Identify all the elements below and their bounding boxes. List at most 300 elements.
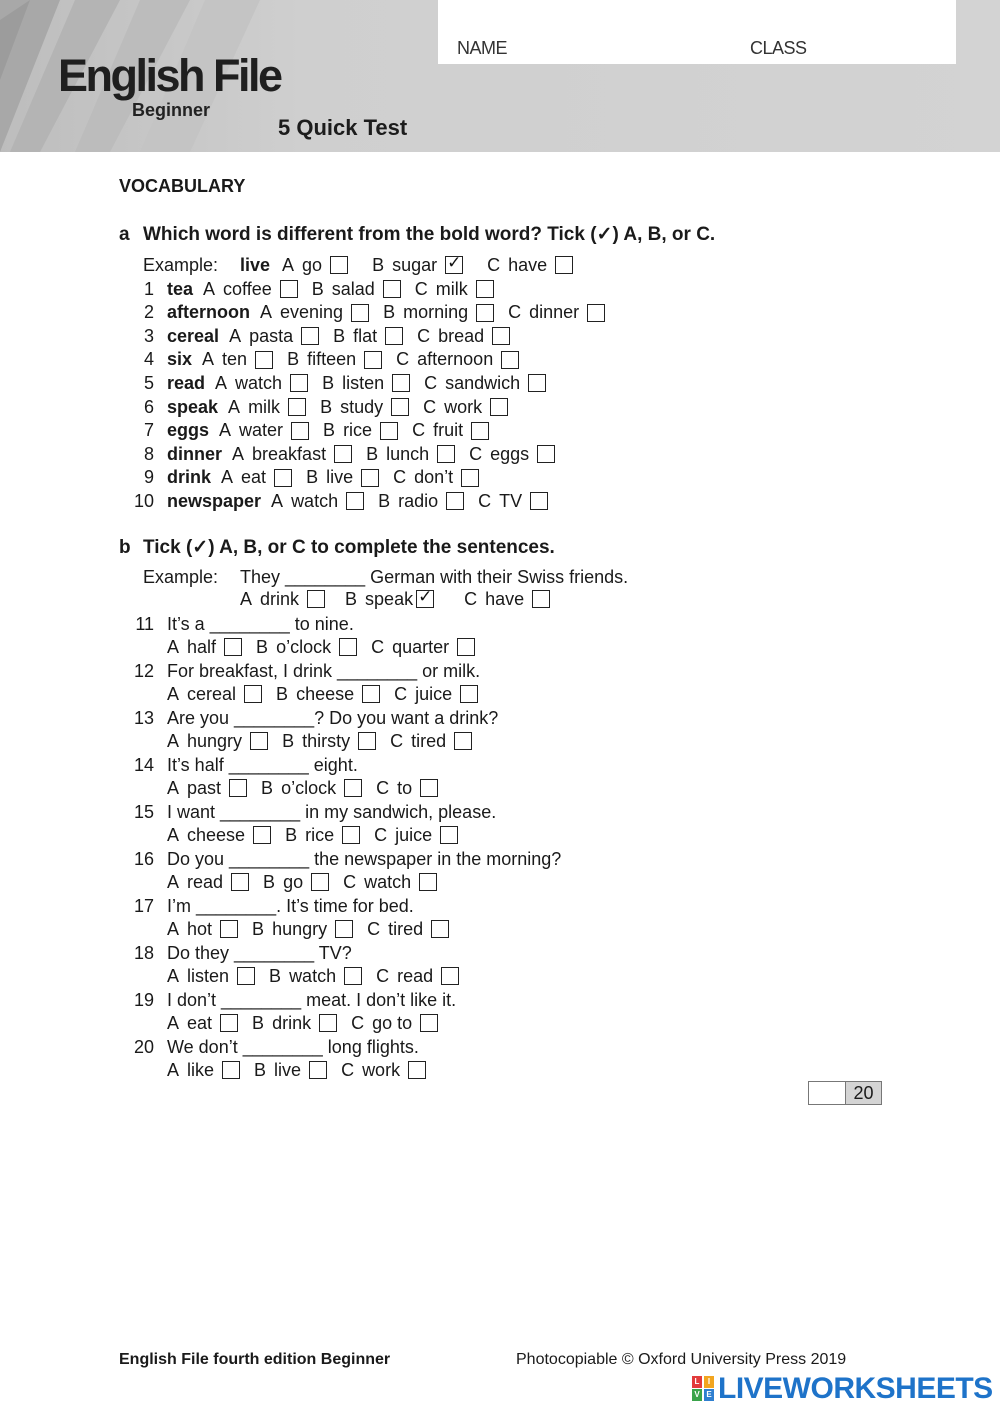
option-letter: B <box>252 1012 265 1033</box>
question-options <box>167 825 472 846</box>
question-row <box>120 349 533 371</box>
option-letter: B <box>269 965 282 986</box>
option-word: drink <box>260 588 300 609</box>
option-word: milk <box>248 396 281 417</box>
option-checkbox[interactable] <box>441 967 459 985</box>
option-checkbox[interactable] <box>530 492 548 510</box>
option-letter: B <box>378 490 391 511</box>
option-checkbox[interactable] <box>334 445 352 463</box>
option-checkbox[interactable] <box>420 1014 438 1032</box>
score-input[interactable] <box>809 1082 846 1104</box>
option-letter: C <box>396 349 410 370</box>
option-word: flat <box>353 325 378 346</box>
option-word: dinner <box>529 302 580 323</box>
question-options <box>271 491 562 512</box>
example-options <box>282 255 587 276</box>
option-word: cheese <box>296 683 355 704</box>
option-word: afternoon <box>417 349 494 370</box>
question-sentence-row <box>120 895 414 917</box>
option-checkbox[interactable] <box>339 638 357 656</box>
logo-title: English File <box>58 50 281 101</box>
option-checkbox[interactable] <box>391 398 409 416</box>
option <box>323 420 398 441</box>
question-options-row <box>120 683 492 705</box>
question-number: 9 <box>143 467 154 488</box>
option-letter: A <box>167 730 180 751</box>
option-checkbox[interactable] <box>220 920 238 938</box>
option-word: fifteen <box>307 349 357 370</box>
option-checkbox[interactable] <box>392 374 410 392</box>
option-checkbox[interactable] <box>528 374 546 392</box>
option-checkbox-checked[interactable] <box>416 590 434 608</box>
question-sentence: It’s a ________ to nine. <box>167 613 354 634</box>
option-checkbox[interactable] <box>220 1014 238 1032</box>
option-letter: C <box>390 730 404 751</box>
option <box>378 491 464 512</box>
option-checkbox[interactable] <box>335 920 353 938</box>
option-checkbox[interactable] <box>231 873 249 891</box>
option-letter: B <box>372 254 385 275</box>
question-sentence: Do you ________ the newspaper in the morning? <box>167 848 562 869</box>
option-letter: A <box>167 1059 180 1080</box>
option-word: juice <box>395 824 433 845</box>
option <box>229 326 319 347</box>
question-bold-word: dinner <box>167 443 223 464</box>
option-word: o’clock <box>276 636 332 657</box>
option <box>374 825 458 846</box>
option-word: watch <box>364 871 412 892</box>
option <box>203 279 298 300</box>
option-checkbox[interactable] <box>237 967 255 985</box>
question-options-row <box>120 824 472 846</box>
score-box <box>808 1081 882 1105</box>
option-checkbox[interactable] <box>274 469 292 487</box>
question-options <box>167 778 452 799</box>
question-sentence: We don’t ________ long flights. <box>167 1036 419 1057</box>
option-checkbox[interactable] <box>358 732 376 750</box>
question-sentence-row <box>120 848 561 870</box>
question-sentence: For breakfast, I drink ________ or milk. <box>167 660 481 681</box>
option-letter: A <box>167 1012 180 1033</box>
question-number: 2 <box>143 302 154 323</box>
option-word: hungry <box>272 918 328 939</box>
option <box>376 778 438 799</box>
option-word: radio <box>398 490 439 511</box>
name-label: NAME <box>457 38 508 58</box>
option <box>232 444 352 465</box>
option-checkbox[interactable] <box>471 422 489 440</box>
option-word: hot <box>187 918 213 939</box>
option-letter: B <box>256 636 269 657</box>
option-checkbox[interactable] <box>250 732 268 750</box>
option <box>167 684 262 705</box>
option-checkbox[interactable] <box>446 492 464 510</box>
option-letter: A <box>167 683 180 704</box>
question-number: 18 <box>133 942 154 963</box>
option-letter: C <box>424 372 438 393</box>
option-letter: B <box>282 730 295 751</box>
option <box>276 684 380 705</box>
option-letter: A <box>232 443 245 464</box>
option-checkbox[interactable] <box>244 685 262 703</box>
option-checkbox[interactable] <box>431 920 449 938</box>
option-letter: B <box>323 420 336 441</box>
option <box>394 684 478 705</box>
option <box>333 326 403 347</box>
option <box>341 1060 426 1081</box>
option-checkbox[interactable] <box>344 779 362 797</box>
option-word: go <box>283 871 304 892</box>
option-checkbox[interactable] <box>440 826 458 844</box>
option-word: hungry <box>187 730 243 751</box>
question-sentence: I don’t ________ meat. I don’t like it. <box>167 989 457 1010</box>
option-word: rice <box>305 824 335 845</box>
option <box>167 731 268 752</box>
option-letter: B <box>276 683 289 704</box>
option <box>376 966 459 987</box>
question-sentence-row <box>120 989 456 1011</box>
liveworksheets-logo <box>692 1372 993 1406</box>
example-label: Example: <box>143 254 219 275</box>
option-checkbox[interactable] <box>408 1061 426 1079</box>
option-checkbox[interactable] <box>351 304 369 322</box>
option-checkbox[interactable] <box>457 638 475 656</box>
question-sentence-row <box>120 754 358 776</box>
option-checkbox[interactable] <box>385 327 403 345</box>
option-word: drink <box>272 1012 312 1033</box>
option-word: watch <box>291 490 339 511</box>
option-checkbox[interactable] <box>309 1061 327 1079</box>
option-letter: A <box>260 302 273 323</box>
question-bold-word: six <box>167 349 193 370</box>
option-checkbox[interactable] <box>460 685 478 703</box>
option-checkbox[interactable] <box>420 779 438 797</box>
option-letter: A <box>202 349 215 370</box>
option-letter: C <box>371 636 385 657</box>
option-letter: B <box>383 302 396 323</box>
question-row <box>120 420 503 442</box>
option-checkbox[interactable] <box>319 1014 337 1032</box>
question-options <box>203 279 508 300</box>
footer-edition: English File fourth edition Beginner <box>119 1351 391 1368</box>
option-checkbox[interactable] <box>229 779 247 797</box>
option-word: don’t <box>414 467 454 488</box>
option-word: read <box>397 965 434 986</box>
option-word: o’clock <box>281 777 337 798</box>
option <box>417 326 510 347</box>
part-b-instruction-text: Tick (✓) A, B, or C to complete the sentences. <box>143 537 555 558</box>
option-word: go to <box>372 1012 413 1033</box>
option-checkbox[interactable] <box>587 304 605 322</box>
page-header <box>0 0 1000 152</box>
question-sentence: Are you ________? Do you want a drink? <box>167 707 499 728</box>
option-letter: B <box>252 918 265 939</box>
option-checkbox[interactable] <box>492 327 510 345</box>
option-letter: B <box>333 325 346 346</box>
question-number: 19 <box>133 989 154 1010</box>
option-word: sugar <box>392 254 438 275</box>
option-letter: C <box>487 254 501 275</box>
option-letter: C <box>464 588 478 609</box>
option <box>469 444 555 465</box>
option-letter: A <box>219 420 232 441</box>
option-checkbox[interactable] <box>344 967 362 985</box>
part-b-example-options <box>120 588 564 610</box>
option <box>263 872 329 893</box>
question-number: 8 <box>143 443 154 464</box>
option <box>167 966 255 987</box>
question-options-row <box>120 777 452 799</box>
option-letter: C <box>412 420 426 441</box>
option-checkbox[interactable] <box>537 445 555 463</box>
option-word: watch <box>289 965 337 986</box>
question-options-row <box>120 636 489 658</box>
option-checkbox[interactable] <box>555 256 573 274</box>
option-letter: B <box>285 824 298 845</box>
option-checkbox[interactable] <box>501 351 519 369</box>
option <box>322 373 410 394</box>
question-options <box>221 467 493 488</box>
option-checkbox[interactable] <box>454 732 472 750</box>
option-letter: C <box>394 683 408 704</box>
option <box>167 825 271 846</box>
question-options <box>167 684 492 705</box>
question-sentence: I want ________ in my sandwich, please. <box>167 801 497 822</box>
option-checkbox[interactable] <box>476 304 494 322</box>
option-letter: A <box>167 918 180 939</box>
option-word: coffee <box>223 278 272 299</box>
option-checkbox[interactable] <box>255 351 273 369</box>
option <box>228 397 306 418</box>
option <box>202 349 273 370</box>
option <box>167 1060 240 1081</box>
question-sentence-row <box>120 660 480 682</box>
question-number: 4 <box>143 349 154 370</box>
option <box>271 491 364 512</box>
question-options <box>232 444 569 465</box>
option-word: speak <box>365 588 414 609</box>
option-checkbox[interactable] <box>383 280 401 298</box>
liveworksheets-icon: L I V E <box>692 1376 716 1402</box>
question-number: 7 <box>143 420 154 441</box>
option-word: bread <box>438 325 485 346</box>
question-options <box>202 349 533 370</box>
option-checkbox[interactable] <box>280 280 298 298</box>
option-word: eat <box>187 1012 213 1033</box>
option-letter: A <box>167 824 180 845</box>
question-options-row <box>120 730 486 752</box>
option-word: have <box>485 588 525 609</box>
option <box>412 420 489 441</box>
option-checkbox[interactable] <box>437 445 455 463</box>
option-checkbox[interactable] <box>346 492 364 510</box>
question-row <box>120 302 619 324</box>
question-options <box>167 1013 452 1034</box>
question-row <box>120 372 560 394</box>
question-number: 17 <box>133 895 154 916</box>
option-checkbox[interactable] <box>532 590 550 608</box>
option-checkbox[interactable] <box>301 327 319 345</box>
option-checkbox[interactable] <box>291 422 309 440</box>
option-checkbox[interactable] <box>224 638 242 656</box>
liveworksheets-brand: LIVEWORKSHEETS <box>718 1372 993 1405</box>
option-letter: C <box>469 443 483 464</box>
option <box>256 637 357 658</box>
option-word: water <box>239 420 284 441</box>
option <box>367 919 449 940</box>
question-sentence-row <box>120 801 496 823</box>
score-total: 20 <box>846 1082 881 1104</box>
question-sentence-row <box>120 613 354 635</box>
option <box>508 302 605 323</box>
option <box>287 349 382 370</box>
option-checkbox[interactable] <box>222 1061 240 1079</box>
name-class-box <box>438 0 956 64</box>
example-label: Example: <box>143 566 219 587</box>
question-row <box>120 467 493 489</box>
option-checkbox-checked[interactable] <box>445 256 463 274</box>
option-letter: A <box>221 467 234 488</box>
question-sentence-row <box>120 1036 419 1058</box>
section-heading: VOCABULARY <box>119 176 246 196</box>
question-sentence-row <box>120 707 498 729</box>
question-number: 14 <box>133 754 154 775</box>
question-number: 13 <box>133 707 154 728</box>
option-checkbox[interactable] <box>253 826 271 844</box>
question-number: 10 <box>133 490 154 511</box>
option-letter: A <box>229 325 242 346</box>
option-word: rice <box>343 420 373 441</box>
option-checkbox[interactable] <box>330 256 348 274</box>
option-checkbox[interactable] <box>419 873 437 891</box>
option-word: tired <box>411 730 447 751</box>
option-checkbox[interactable] <box>307 590 325 608</box>
option <box>260 302 369 323</box>
question-options <box>167 966 473 987</box>
option-word: listen <box>342 372 385 393</box>
option-checkbox[interactable] <box>362 685 380 703</box>
question-options-row <box>120 1059 440 1081</box>
option-letter: B <box>322 372 335 393</box>
option-word: work <box>444 396 483 417</box>
option <box>261 778 362 799</box>
option-letter: C <box>414 278 428 299</box>
option-word: cereal <box>187 683 237 704</box>
option-word: live <box>274 1059 302 1080</box>
question-bold-word: cereal <box>167 325 220 346</box>
question-sentence: I’m ________. It’s time for bed. <box>167 895 414 916</box>
option-word: TV <box>499 490 523 511</box>
option <box>167 778 247 799</box>
option-word: tired <box>388 918 424 939</box>
option-word: sandwich <box>445 372 521 393</box>
question-options <box>219 420 503 441</box>
option-word: quarter <box>392 636 450 657</box>
option <box>415 279 494 300</box>
option-checkbox[interactable] <box>342 826 360 844</box>
question-row <box>120 278 508 300</box>
option-letter: C <box>351 1012 365 1033</box>
option <box>478 491 548 512</box>
class-label: CLASS <box>750 38 807 58</box>
option-letter: A <box>240 588 253 609</box>
question-bold-word: read <box>167 372 206 393</box>
option-word: evening <box>280 302 344 323</box>
option-word: ten <box>222 349 248 370</box>
option-letter: B <box>261 777 274 798</box>
question-options <box>167 731 486 752</box>
option-word: pasta <box>249 325 294 346</box>
example-bold-word: live <box>240 254 271 275</box>
option <box>423 397 508 418</box>
option <box>393 467 479 488</box>
option-letter: B <box>287 349 300 370</box>
question-options-row <box>120 965 473 987</box>
option-letter: A <box>203 278 216 299</box>
option-word: listen <box>187 965 230 986</box>
option-checkbox[interactable] <box>461 469 479 487</box>
option-letter: C <box>423 396 437 417</box>
option-checkbox[interactable] <box>311 873 329 891</box>
question-options-row <box>120 1012 452 1034</box>
option-checkbox[interactable] <box>476 280 494 298</box>
option-checkbox[interactable] <box>288 398 306 416</box>
option <box>396 349 519 370</box>
option-letter: C <box>393 467 407 488</box>
option-checkbox[interactable] <box>364 351 382 369</box>
option-word: morning <box>403 302 469 323</box>
question-options <box>215 373 560 394</box>
option-letter: A <box>167 777 180 798</box>
option <box>252 1013 337 1034</box>
question-options <box>229 326 524 347</box>
question-number: 12 <box>133 660 154 681</box>
option <box>167 1013 238 1034</box>
option-checkbox[interactable] <box>361 469 379 487</box>
option-checkbox[interactable] <box>490 398 508 416</box>
option-letter: A <box>167 871 180 892</box>
option <box>254 1060 327 1081</box>
part-b-example-sentence <box>120 566 628 588</box>
option-checkbox[interactable] <box>290 374 308 392</box>
option <box>167 637 242 658</box>
question-number: 11 <box>135 613 154 634</box>
option-word: juice <box>415 683 453 704</box>
question-bold-word: speak <box>167 396 219 417</box>
option <box>371 637 475 658</box>
option-checkbox[interactable] <box>380 422 398 440</box>
option-word: milk <box>435 278 468 299</box>
option-word: salad <box>331 278 375 299</box>
question-bold-word: afternoon <box>167 302 250 323</box>
question-row <box>120 325 524 347</box>
option-word: eggs <box>490 443 530 464</box>
option <box>390 731 472 752</box>
question-options <box>167 872 451 893</box>
option <box>320 397 409 418</box>
option <box>269 966 362 987</box>
option-letter: C <box>376 965 390 986</box>
question-bold-word: tea <box>167 278 194 299</box>
part-a-instruction <box>119 223 715 246</box>
question-number: 20 <box>133 1036 154 1057</box>
question-options-row <box>120 918 463 940</box>
option-word: read <box>187 871 224 892</box>
option-word: past <box>187 777 222 798</box>
option <box>383 302 494 323</box>
question-row <box>120 396 522 418</box>
option <box>282 731 376 752</box>
